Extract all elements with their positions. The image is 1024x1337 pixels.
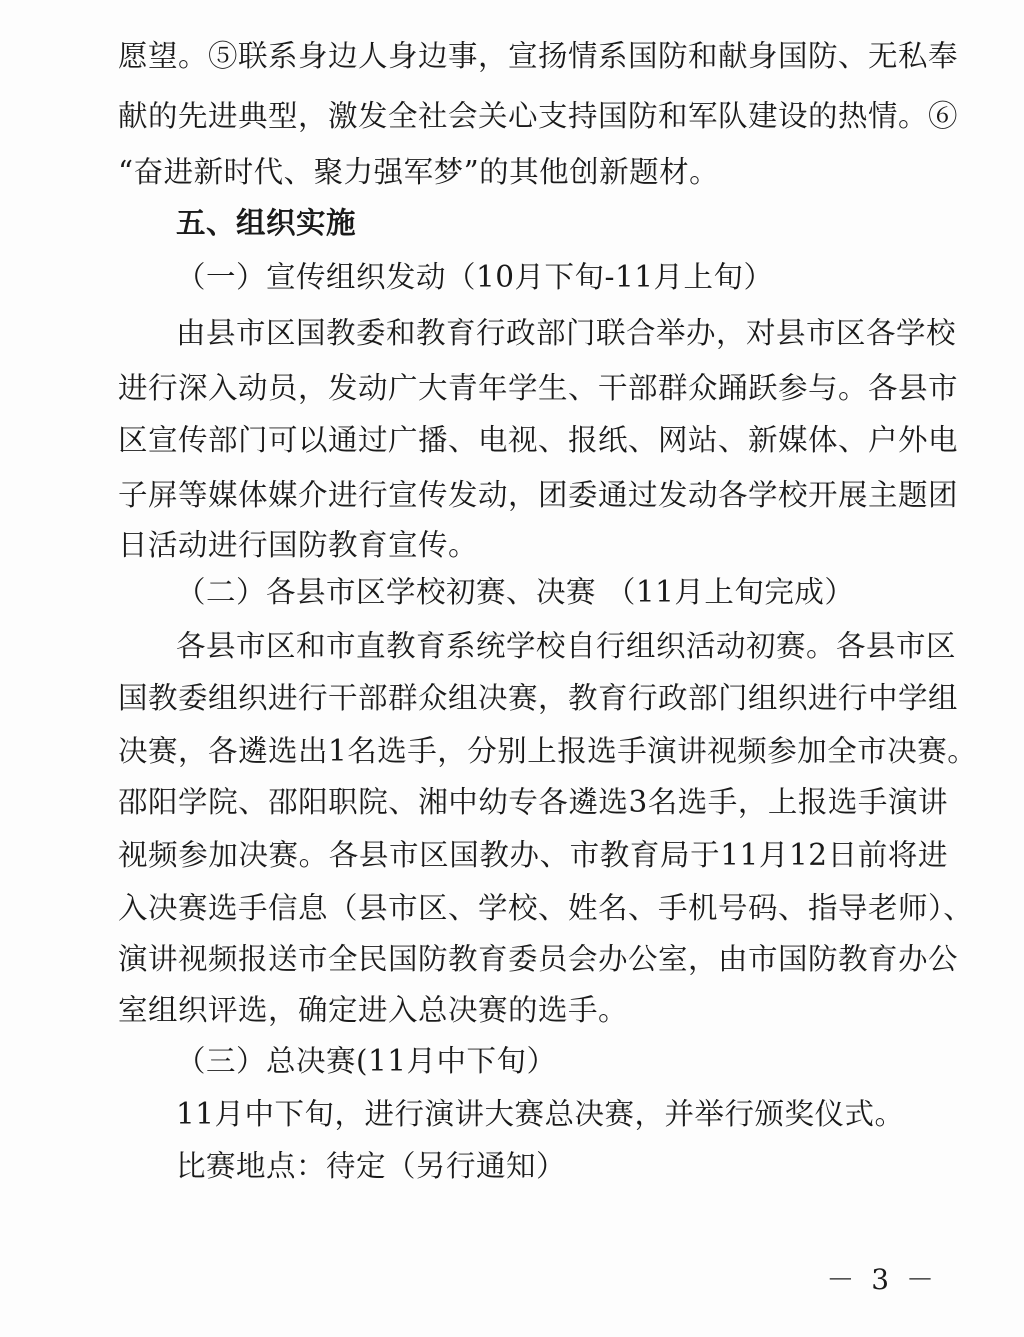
section-heading: 五、组织实施 (176, 205, 357, 240)
body-text-line: 进行深入动员，发动广大青年学生、干部群众踊跃参与。各县市 (118, 371, 959, 405)
paragraph-first-line: 各县市区和市直教育系统学校自行组织活动初赛。各县市区 (176, 629, 957, 663)
subsection-heading: （二）各县市区学校初赛、决赛 （11月上旬完成） (176, 575, 855, 609)
body-text-line: 区宣传部门可以通过广播、电视、报纸、网站、新媒体、户外电 (118, 423, 959, 457)
body-text-line: 演讲视频报送市全民国防教育委员会办公室，由市国防教育办公 (118, 942, 959, 976)
paragraph-first-line: 由县市区国教委和教育行政部门联合举办，对县市区各学校 (176, 316, 957, 350)
subsection-heading: （一）宣传组织发动（10月下旬-11月上旬） (176, 260, 774, 294)
body-text-line: 邵阳学院、邵阳职院、湘中幼专各遴选3名选手，上报选手演讲 (118, 785, 948, 819)
body-text-line: 室组织评选，确定进入总决赛的选手。 (118, 993, 629, 1027)
paragraph-first-line: 11月中下旬，进行演讲大赛总决赛，并举行颁奖仪式。 (176, 1097, 905, 1131)
page-number: － 3 － (826, 1263, 938, 1296)
body-text-line: 视频参加决赛。各县市区国教办、市教育局于11月12日前将进 (118, 838, 948, 872)
paragraph-first-line: 比赛地点：待定（另行通知） (176, 1149, 567, 1183)
body-text-line: 子屏等媒体媒介进行宣传发动，团委通过发动各学校开展主题团 (118, 478, 959, 512)
body-text-line: 国教委组织进行干部群众组决赛，教育行政部门组织进行中学组 (118, 681, 959, 715)
subsection-heading: （三）总决赛(11月中下旬） (176, 1044, 557, 1078)
body-text-line: “奋进新时代、聚力强军梦”的其他创新题材。 (118, 155, 720, 189)
body-text-line: 日活动进行国防教育宣传。 (118, 528, 479, 562)
body-text-line: 献的先进典型，激发全社会关心支持国防和军队建设的热情。⑥ (118, 99, 959, 133)
body-text-line: 决赛，各遴选出1名选手，分别上报选手演讲视频参加全市决赛。 (118, 734, 978, 768)
body-text-line: 入决赛选手信息（县市区、学校、姓名、手机号码、指导老师）、 (118, 891, 974, 925)
body-text-line: 愿望。⑤联系身边人身边事，宣扬情系国防和献身国防、无私奉 (118, 39, 959, 73)
